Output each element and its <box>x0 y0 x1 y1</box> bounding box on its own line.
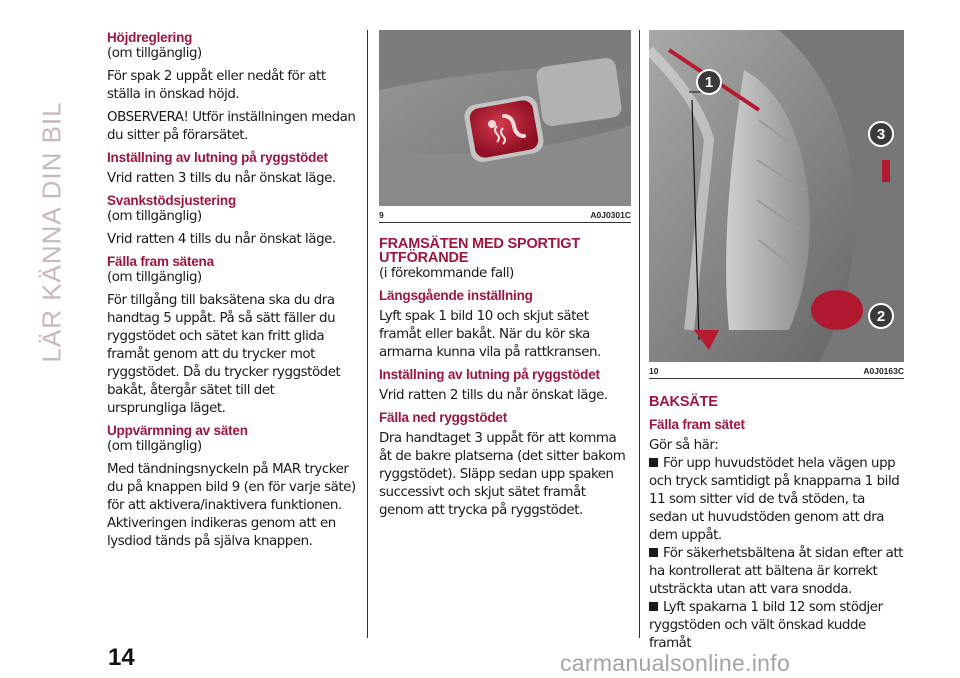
paragraph: Vrid ratten 4 tills du når önskat läge. <box>107 232 336 247</box>
list-item <box>649 545 904 599</box>
figure-caption <box>649 362 904 376</box>
paragraph: Gör så här: <box>649 438 719 453</box>
fold-handle <box>882 160 890 182</box>
heading-falla-fram-satet: Fälla fram sätet <box>649 417 745 432</box>
column-divider <box>367 30 368 638</box>
paragraph: (om tillgänglig) <box>107 270 202 285</box>
paragraph: (i förekommande fall) <box>379 266 514 281</box>
page-number: 14 <box>108 644 135 671</box>
figure-number: 9 <box>379 210 384 220</box>
column-right <box>649 30 904 658</box>
paragraph: (om tillgänglig) <box>107 439 202 454</box>
heading-langsgaende: Längsgående inställning <box>379 288 533 303</box>
heading-falla-ned-ryggstodet: Fälla ned ryggstödet <box>379 410 508 425</box>
callout-2: 2 <box>876 308 886 325</box>
list-item-text: För upp huvudstödet hela vägen upp och tryck samtidigt på knapparna 1 bild 11 som sitter vid de två stöden, ta sedan ut huvudstöden genom att dra dem uppåt. <box>649 456 900 543</box>
paragraph: Lyft spak 1 bild 10 och skjut sätet framåt eller bakåt. När du kör ska armarna kunna vila på rattkransen. <box>379 309 601 360</box>
figure-caption <box>379 206 631 220</box>
recline-knob <box>811 290 863 330</box>
sport-seat-illustration <box>649 30 904 362</box>
column-divider <box>639 30 640 638</box>
seat-heater-illustration <box>379 30 631 206</box>
list-item-text: För säkerhetsbältena åt sidan efter att ha kontrollerat att bältena är korrekt utsträckta utan att vara snodda. <box>649 546 903 597</box>
bullet-square-icon <box>649 548 658 557</box>
paragraph: Dra handtaget 3 uppåt för att komma åt de bakre platserna (det sitter bakom ryggstödet). Släpp sedan upp spaken successivt och skjut sätet framåt genom att trycka på ryggstödet. <box>379 431 626 518</box>
list-item <box>649 455 904 545</box>
column-middle <box>379 30 631 525</box>
paragraph: Med tändningsnyckeln på MAR trycker du på knappen bild 9 (en för varje säte) för att aktivera/inaktivera funktionen. Aktiveringen indikeras genom att en lysdiod tänds på själva knappen. <box>107 462 356 549</box>
figure-number: 10 <box>649 366 659 376</box>
heading-uppvarmning: Uppvärmning av säten <box>107 423 248 438</box>
figure-rule <box>379 222 631 223</box>
paragraph: För spak 2 uppåt eller nedåt för att ställa in önskad höjd. <box>107 69 326 102</box>
figure-rule <box>649 378 904 379</box>
paragraph: Vrid ratten 2 tills du når önskat läge. <box>379 388 608 403</box>
figure-code: A0J0301C <box>590 210 631 220</box>
figure-9 <box>379 30 631 223</box>
paragraph-note: OBSERVERA! Utför inställningen medan du sitter på förarsätet. <box>107 110 356 143</box>
paragraph: För tillgång till baksätena ska du dra handtag 5 uppåt. På så sätt fäller du ryggstödet och sätet kan fritt glida framåt genom att du trycker mot ryggstödet. Då du trycker ryggstödet bakåt, återgår sätet till det ursprungliga läget. <box>107 293 341 416</box>
heading-framsaten-sportigt: FRAMSÄTEN MED SPORTIGT UTFÖRANDE <box>379 236 581 266</box>
bullet-square-icon <box>649 458 658 467</box>
heading-falla-fram-satena: Fälla fram sätena <box>107 254 214 269</box>
list-item <box>649 599 904 653</box>
sport-seat-image <box>649 30 904 362</box>
paragraph: (om tillgänglig) <box>107 209 202 224</box>
paragraph: (om tillgänglig) <box>107 46 202 61</box>
heading-svankstod: Svankstödsjustering <box>107 193 236 208</box>
heading-lutning: Inställning av lutning på ryggstödet <box>379 367 600 382</box>
list-item-text: Lyft spakarna 1 bild 12 som stödjer ryggstöden och vält önskad kudde framåt <box>649 600 883 651</box>
heading-lutning: Inställning av lutning på ryggstödet <box>107 150 328 165</box>
figure-code: A0J0163C <box>863 366 904 376</box>
heading-baksate: BAKSÄTE <box>649 394 718 410</box>
callout-3: 3 <box>876 126 886 143</box>
heading-hojdreglering: Höjdreglering <box>107 30 193 45</box>
paragraph: Vrid ratten 3 tills du når önskat läge. <box>107 171 336 186</box>
callout-1: 1 <box>704 74 714 91</box>
bullet-square-icon <box>649 602 658 611</box>
figure-10 <box>649 30 904 379</box>
seat-heater-button-image <box>379 30 631 206</box>
chapter-side-title: LÄR KÄNNA DIN BIL <box>36 101 67 363</box>
column-left <box>107 30 357 556</box>
watermark: carmanualsonline.info <box>560 650 791 676</box>
